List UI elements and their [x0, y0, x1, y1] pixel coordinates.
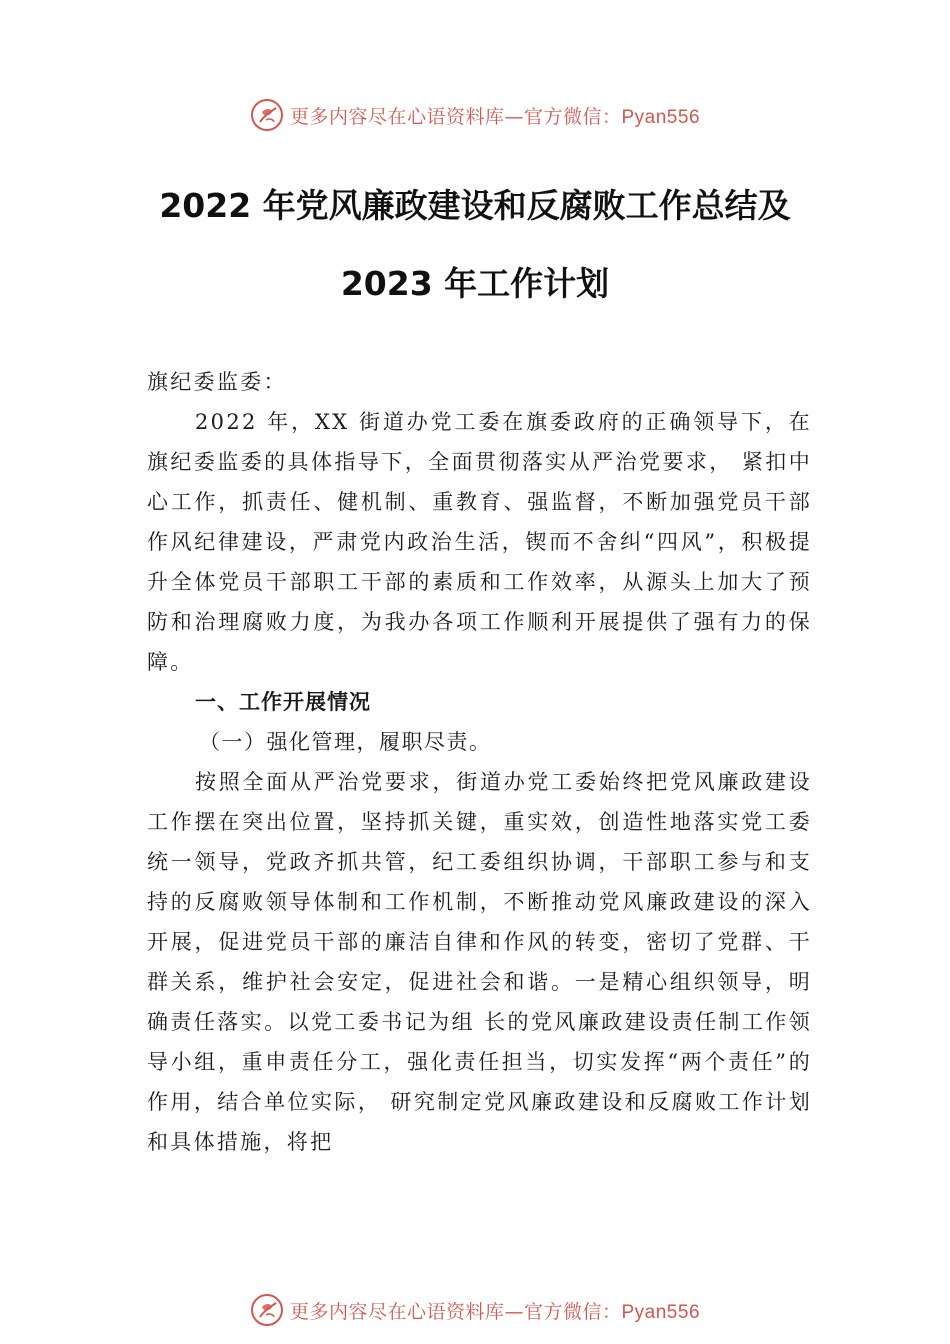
- paragraph-management: 按照全面从严治党要求，街道办党工委始终把党风廉政建设工作摆在突出位置，坚持抓关键，重实效，创造性地落实党工委统一领导，党政齐抓共管，纪工委组织协调，干部职工参与和支持的反腐败领导体制和工作机制，不断推动党风廉政建设的深入开展，促进党员干部的廉洁自律和作风的转变，密切了党群、干群关系，维护社会安定，促进社会和谐。一是精心组织领导，明确责任落实。以党工委书记为组 长的党风廉政建设责任制工作领导小组，重申责任分工，强化责任担当，切实发挥“两个责任”的作用，结合单位实际， 研究制定党风廉政建设和反腐败工作计划和具体措施，将把: [147, 770, 812, 1154]
- document-title-line2: 2023 年工作计划: [340, 264, 610, 303]
- section-heading: 一、工作开展情况: [195, 690, 371, 714]
- document-title-line1: 2022 年党风廉政建设和反腐败工作总结及: [159, 186, 791, 225]
- subsection-heading: （一）强化管理，履职尽责。: [199, 730, 492, 754]
- salutation: 旗纪委监委：: [147, 370, 287, 394]
- watermark-text: 更多内容尽在心语资料库—官方微信：Pyan556: [289, 105, 701, 128]
- paragraph-intro: 2022 年，XX 街道办党工委在旗委政府的正确领导下，在旗纪委监委的具体指导下，全面贯彻落实从严治党要求， 紧扣中心工作，抓责任、健机制、重教育、强监督，不断加强党员干部作风纪律建设，严肃党内政治生活，锲而不舍纠“四风”，积极提升全体党员干部职工干部的素质和工作效率，从源头上加大了预防和治理腐败力度，为我办各项工作顺利开展提供了强有力的保障。: [147, 410, 812, 674]
- rose-logo-icon: [250, 98, 284, 132]
- footer-watermark: [0, 1290, 950, 1330]
- wechat-id: Pyan556: [621, 1301, 701, 1323]
- document-body: [147, 362, 812, 1162]
- watermark-text: 更多内容尽在心语资料库—官方微信：Pyan556: [289, 1300, 701, 1323]
- header-watermark: [0, 95, 950, 135]
- rose-logo-icon: [250, 1293, 284, 1327]
- wechat-id: Pyan556: [621, 106, 701, 128]
